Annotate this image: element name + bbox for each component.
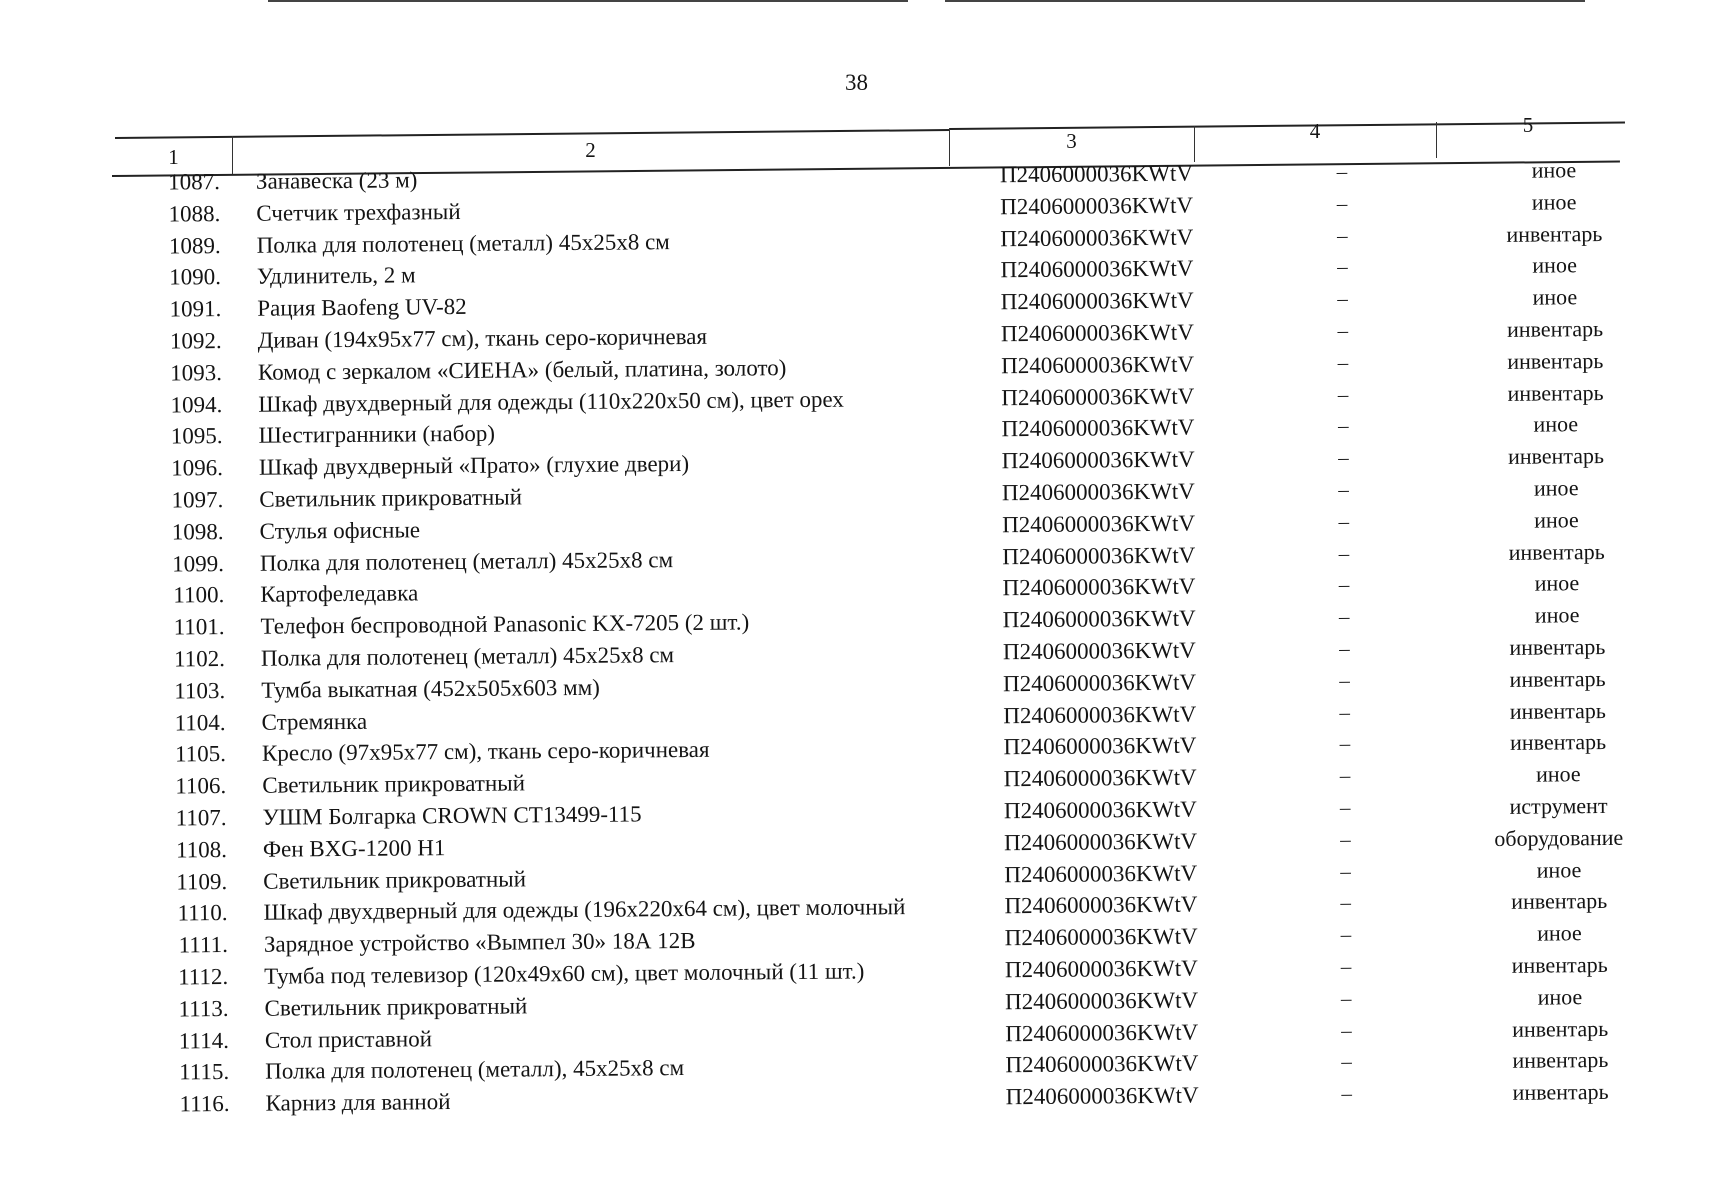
row-number: 1107.: [175, 804, 227, 831]
row-number: 1103.: [174, 677, 226, 704]
item-name: Удлинитель, 2 м: [256, 262, 416, 290]
row-number: 1093.: [170, 359, 223, 386]
row-number: 1108.: [175, 836, 228, 863]
item-code: П2406000036KWtV: [1000, 287, 1194, 315]
row-number: 1105.: [174, 741, 227, 767]
item-code: П2406000036KWtV: [1004, 860, 1198, 887]
item-code: П2406000036KWtV: [1003, 669, 1197, 696]
row-number: 1088.: [168, 200, 221, 227]
column-4-value: –: [1341, 1049, 1352, 1074]
item-type: иное: [1533, 411, 1579, 437]
item-name: Стремянка: [261, 708, 368, 735]
item-code: П2406000036KWtV: [1005, 1082, 1199, 1110]
item-type: инвентарь: [1506, 220, 1603, 247]
item-type: инвентарь: [1507, 443, 1605, 470]
page-number: 38: [845, 70, 868, 95]
item-code: П2406000036KWtV: [1005, 1019, 1199, 1046]
item-type: иструмент: [1509, 792, 1608, 819]
scan-edge-line: [945, 0, 1585, 2]
item-type: иное: [1536, 856, 1582, 883]
item-type: инвентарь: [1511, 888, 1608, 915]
column-4-value: –: [1341, 1017, 1352, 1042]
item-type: инвентарь: [1509, 665, 1606, 692]
item-code: П2406000036KWtV: [1003, 701, 1197, 728]
item-type: иное: [1535, 761, 1581, 787]
column-4-value: –: [1336, 191, 1348, 216]
row-number: 1095.: [170, 423, 223, 449]
row-number: 1112.: [178, 963, 229, 990]
item-code: П2406000036KWtV: [1000, 192, 1194, 220]
row-number: 1104.: [174, 709, 226, 736]
item-type: инвентарь: [1509, 633, 1606, 660]
column-4-value: –: [1340, 985, 1352, 1011]
item-name: Фен BXG-1200 H1: [262, 834, 446, 862]
item-name: Полка для полотенец (металл), 45х25х8 см: [265, 1055, 685, 1084]
item-name: Шкаф двухдверный для одежды (110х220х50 см), цвет орех: [258, 386, 844, 417]
column-4-value: –: [1336, 159, 1348, 184]
item-type: инвентарь: [1508, 538, 1605, 565]
row-number: 1102.: [173, 645, 226, 672]
item-code: П2406000036KWtV: [1002, 542, 1196, 569]
item-name: Картофеледавка: [260, 580, 419, 608]
item-code: П2406000036KWtV: [1000, 224, 1194, 251]
item-type: иное: [1532, 284, 1578, 310]
column-4-value: –: [1338, 477, 1349, 502]
item-name: Счетчик трехфазный: [256, 198, 461, 226]
item-code: П2406000036KWtV: [1002, 573, 1196, 601]
item-type: иное: [1534, 570, 1580, 596]
item-type: иное: [1537, 983, 1583, 1010]
column-4-value: –: [1339, 636, 1350, 661]
row-number: 1116.: [179, 1091, 230, 1117]
item-name: Полка для полотенец (металл) 45х25х8 см: [259, 546, 674, 576]
item-type: иное: [1532, 252, 1578, 279]
row-number: 1100.: [173, 582, 225, 608]
item-code: П2406000036KWtV: [1004, 828, 1198, 855]
column-header-4: 4: [1309, 119, 1321, 143]
row-number: 1094.: [170, 391, 223, 418]
item-name: Светильник прикроватный: [262, 770, 526, 798]
column-4-value: –: [1337, 381, 1349, 406]
item-code: П2406000036KWtV: [1005, 1050, 1199, 1078]
item-type: иное: [1533, 475, 1579, 501]
row-number: 1113.: [178, 995, 229, 1022]
column-4-value: –: [1341, 1081, 1353, 1106]
column-4-value: –: [1336, 222, 1348, 247]
item-name: Светильник прикроватный: [264, 993, 528, 1021]
item-type: иное: [1531, 189, 1577, 215]
column-4-value: –: [1337, 350, 1349, 375]
row-number: 1098.: [171, 518, 224, 545]
table-body: [0, 157, 1713, 1122]
item-name: Зарядное устройство «Вымпел 30» 18А 12В: [263, 928, 696, 957]
column-4-value: –: [1337, 286, 1348, 311]
row-number: 1087.: [168, 169, 221, 195]
column-4-value: –: [1340, 890, 1352, 915]
item-name: Светильник прикроватный: [259, 484, 523, 512]
column-4-value: –: [1338, 604, 1350, 629]
item-name: Диван (194х95х77 см), ткань серо-коричневая: [257, 323, 708, 353]
column-4-value: –: [1337, 254, 1348, 279]
item-name: Стол приставной: [264, 1025, 433, 1053]
column-4-value: –: [1339, 731, 1351, 756]
item-name: Стулья офисные: [259, 517, 421, 544]
item-type: инвентарь: [1512, 1047, 1609, 1074]
item-code: П2406000036KWtV: [1004, 923, 1198, 951]
column-header-1: 1: [168, 145, 179, 169]
column-4-value: –: [1340, 954, 1352, 979]
row-number: 1090.: [169, 264, 222, 290]
item-type: инвентарь: [1509, 697, 1606, 724]
column-4-value: –: [1340, 858, 1351, 883]
row-number: 1099.: [172, 550, 225, 577]
row-number: 1111.: [178, 932, 229, 958]
item-name: Полка для полотенец (металл) 45х25х8 см: [256, 228, 670, 258]
row-number: 1106.: [175, 773, 227, 799]
item-name: Светильник прикроватный: [263, 865, 527, 894]
item-type: инвентарь: [1512, 1079, 1609, 1105]
column-header-2: 2: [585, 138, 596, 162]
row-number: 1115.: [179, 1059, 230, 1085]
item-name: Тумба под телевизор (120х49х60 см), цвет молочный (11 шт.): [264, 958, 865, 989]
item-name: Шкаф двухдверный «Прато» (глухие двери): [258, 451, 690, 480]
item-name: Телефон беспроводной Panasonic KX-7205 (2 шт.): [260, 609, 750, 639]
item-code: П2406000036KWtV: [1001, 478, 1195, 506]
row-number: 1089.: [168, 232, 221, 259]
row-number: 1110.: [177, 900, 228, 926]
column-4-value: –: [1338, 572, 1350, 597]
item-name: Тумба выкатная (452х505х603 мм): [261, 674, 601, 703]
column-4-value: –: [1339, 699, 1351, 724]
item-type: инвентарь: [1507, 347, 1604, 374]
item-type: иное: [1531, 157, 1577, 183]
column-header-5: 5: [1522, 113, 1534, 137]
item-code: П2406000036KWtV: [1000, 319, 1194, 347]
row-number: 1091.: [169, 296, 222, 322]
item-type: инвентарь: [1512, 1015, 1609, 1042]
item-code: П2406000036KWtV: [1002, 605, 1196, 633]
item-code: П2406000036KWtV: [1002, 637, 1196, 665]
item-code: П2406000036KWtV: [1000, 255, 1194, 283]
item-type: инвентарь: [1507, 379, 1604, 406]
item-code: П2406000036KWtV: [1004, 955, 1198, 983]
column-4-value: –: [1338, 445, 1349, 470]
item-type: инвентарь: [1506, 315, 1604, 342]
item-code: П2406000036KWtV: [1001, 446, 1195, 474]
item-type: иное: [1537, 920, 1582, 946]
item-name: Шкаф двухдверный для одежды (196х220х64 см), цвет молочный: [263, 894, 906, 926]
row-number: 1114.: [178, 1027, 230, 1053]
scan-edge-line: [268, 0, 908, 2]
item-type: инвентарь: [1511, 951, 1608, 978]
row-number: 1109.: [176, 868, 228, 894]
item-code: П2406000036KWtV: [1004, 987, 1199, 1014]
column-4-value: –: [1339, 763, 1351, 788]
item-name: УШМ Болгарка CROWN CT13499-115: [262, 801, 642, 830]
item-code: П2406000036KWtV: [1003, 764, 1197, 792]
item-code: П2406000036KWtV: [1002, 510, 1196, 538]
column-4-value: –: [1338, 508, 1350, 534]
row-number: 1096.: [171, 455, 224, 481]
item-name: Полка для полотенец (металл) 45х25х8 см: [260, 642, 675, 671]
item-name: Рация Baofeng UV-82: [257, 294, 467, 321]
item-name: Кресло (97х95х77 см), ткань серо-коричневая: [261, 737, 710, 767]
row-number: 1101.: [173, 614, 225, 640]
column-4-value: –: [1339, 795, 1351, 820]
column-4-value: –: [1340, 922, 1352, 947]
item-name: Карниз для ванной: [265, 1089, 451, 1116]
row-number: 1097.: [171, 487, 224, 513]
column-4-value: –: [1338, 540, 1350, 565]
item-code: П2406000036KWtV: [1003, 732, 1197, 760]
item-code: П2406000036KWtV: [1001, 414, 1195, 442]
column-header-3: 3: [1066, 129, 1077, 153]
item-code: П2406000036KWtV: [1001, 383, 1195, 410]
item-name: Занавеска (23 м): [255, 167, 418, 194]
item-type: иное: [1534, 506, 1579, 533]
item-code: П2406000036KWtV: [1003, 796, 1197, 824]
item-name: Комод с зеркалом «СИЕНА» (белый, платина, золото): [257, 354, 787, 385]
item-code: П2406000036KWtV: [1004, 891, 1198, 919]
column-4-value: –: [1339, 667, 1350, 693]
item-type: инвентарь: [1509, 729, 1607, 756]
item-code: П2406000036KWtV: [1001, 351, 1195, 379]
item-type: оборудование: [1494, 824, 1624, 851]
column-4-value: –: [1337, 318, 1349, 343]
column-4-value: –: [1340, 826, 1351, 852]
item-code: П2406000036KWtV: [999, 160, 1193, 188]
row-number: 1092.: [169, 328, 222, 354]
column-4-value: –: [1337, 413, 1349, 438]
item-name: Шестигранники (набор): [258, 421, 496, 449]
item-type: иное: [1534, 602, 1580, 628]
